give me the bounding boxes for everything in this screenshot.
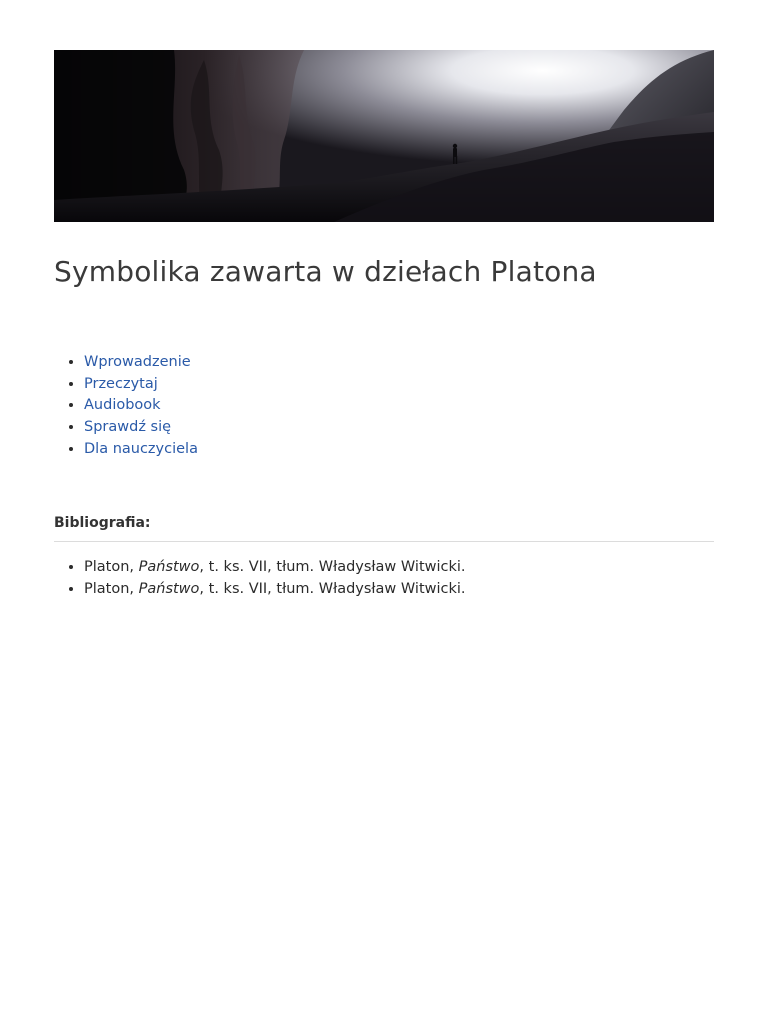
bibliography-author: Platon, — [84, 558, 139, 575]
bibliography-list — [54, 556, 714, 600]
bibliography-details: , t. ks. VII, tłum. Władysław Witwicki. — [199, 558, 466, 575]
bibliography-details: , t. ks. VII, tłum. Władysław Witwicki. — [199, 580, 466, 597]
nav-item — [84, 352, 714, 374]
nav-item — [84, 374, 714, 396]
nav-item — [84, 439, 714, 461]
nav-item — [84, 417, 714, 439]
bibliography-heading: Bibliografia: — [54, 515, 714, 542]
nav-link-dla-nauczyciela[interactable]: Dla nauczyciela — [84, 440, 198, 457]
bibliography-work-title: Państwo — [138, 558, 200, 575]
nav-link-audiobook[interactable]: Audiobook — [84, 397, 161, 414]
nav-item — [84, 395, 714, 417]
bibliography-work-title: Państwo — [138, 580, 200, 597]
cave-landscape-illustration — [54, 50, 714, 222]
hero-banner — [54, 50, 714, 222]
nav-link-wprowadzenie[interactable]: Wprowadzenie — [84, 354, 191, 370]
page-title: Symbolika zawarta w dziełach Platona — [54, 255, 597, 288]
bibliography-entry — [84, 578, 714, 600]
bibliography-author: Platon, — [84, 580, 139, 597]
page-content — [54, 50, 714, 600]
bibliography-entry — [84, 556, 714, 578]
nav-link-przeczytaj[interactable]: Przeczytaj — [84, 375, 158, 392]
section-nav — [54, 352, 714, 461]
nav-link-sprawdz-sie[interactable]: Sprawdź się — [84, 419, 172, 436]
